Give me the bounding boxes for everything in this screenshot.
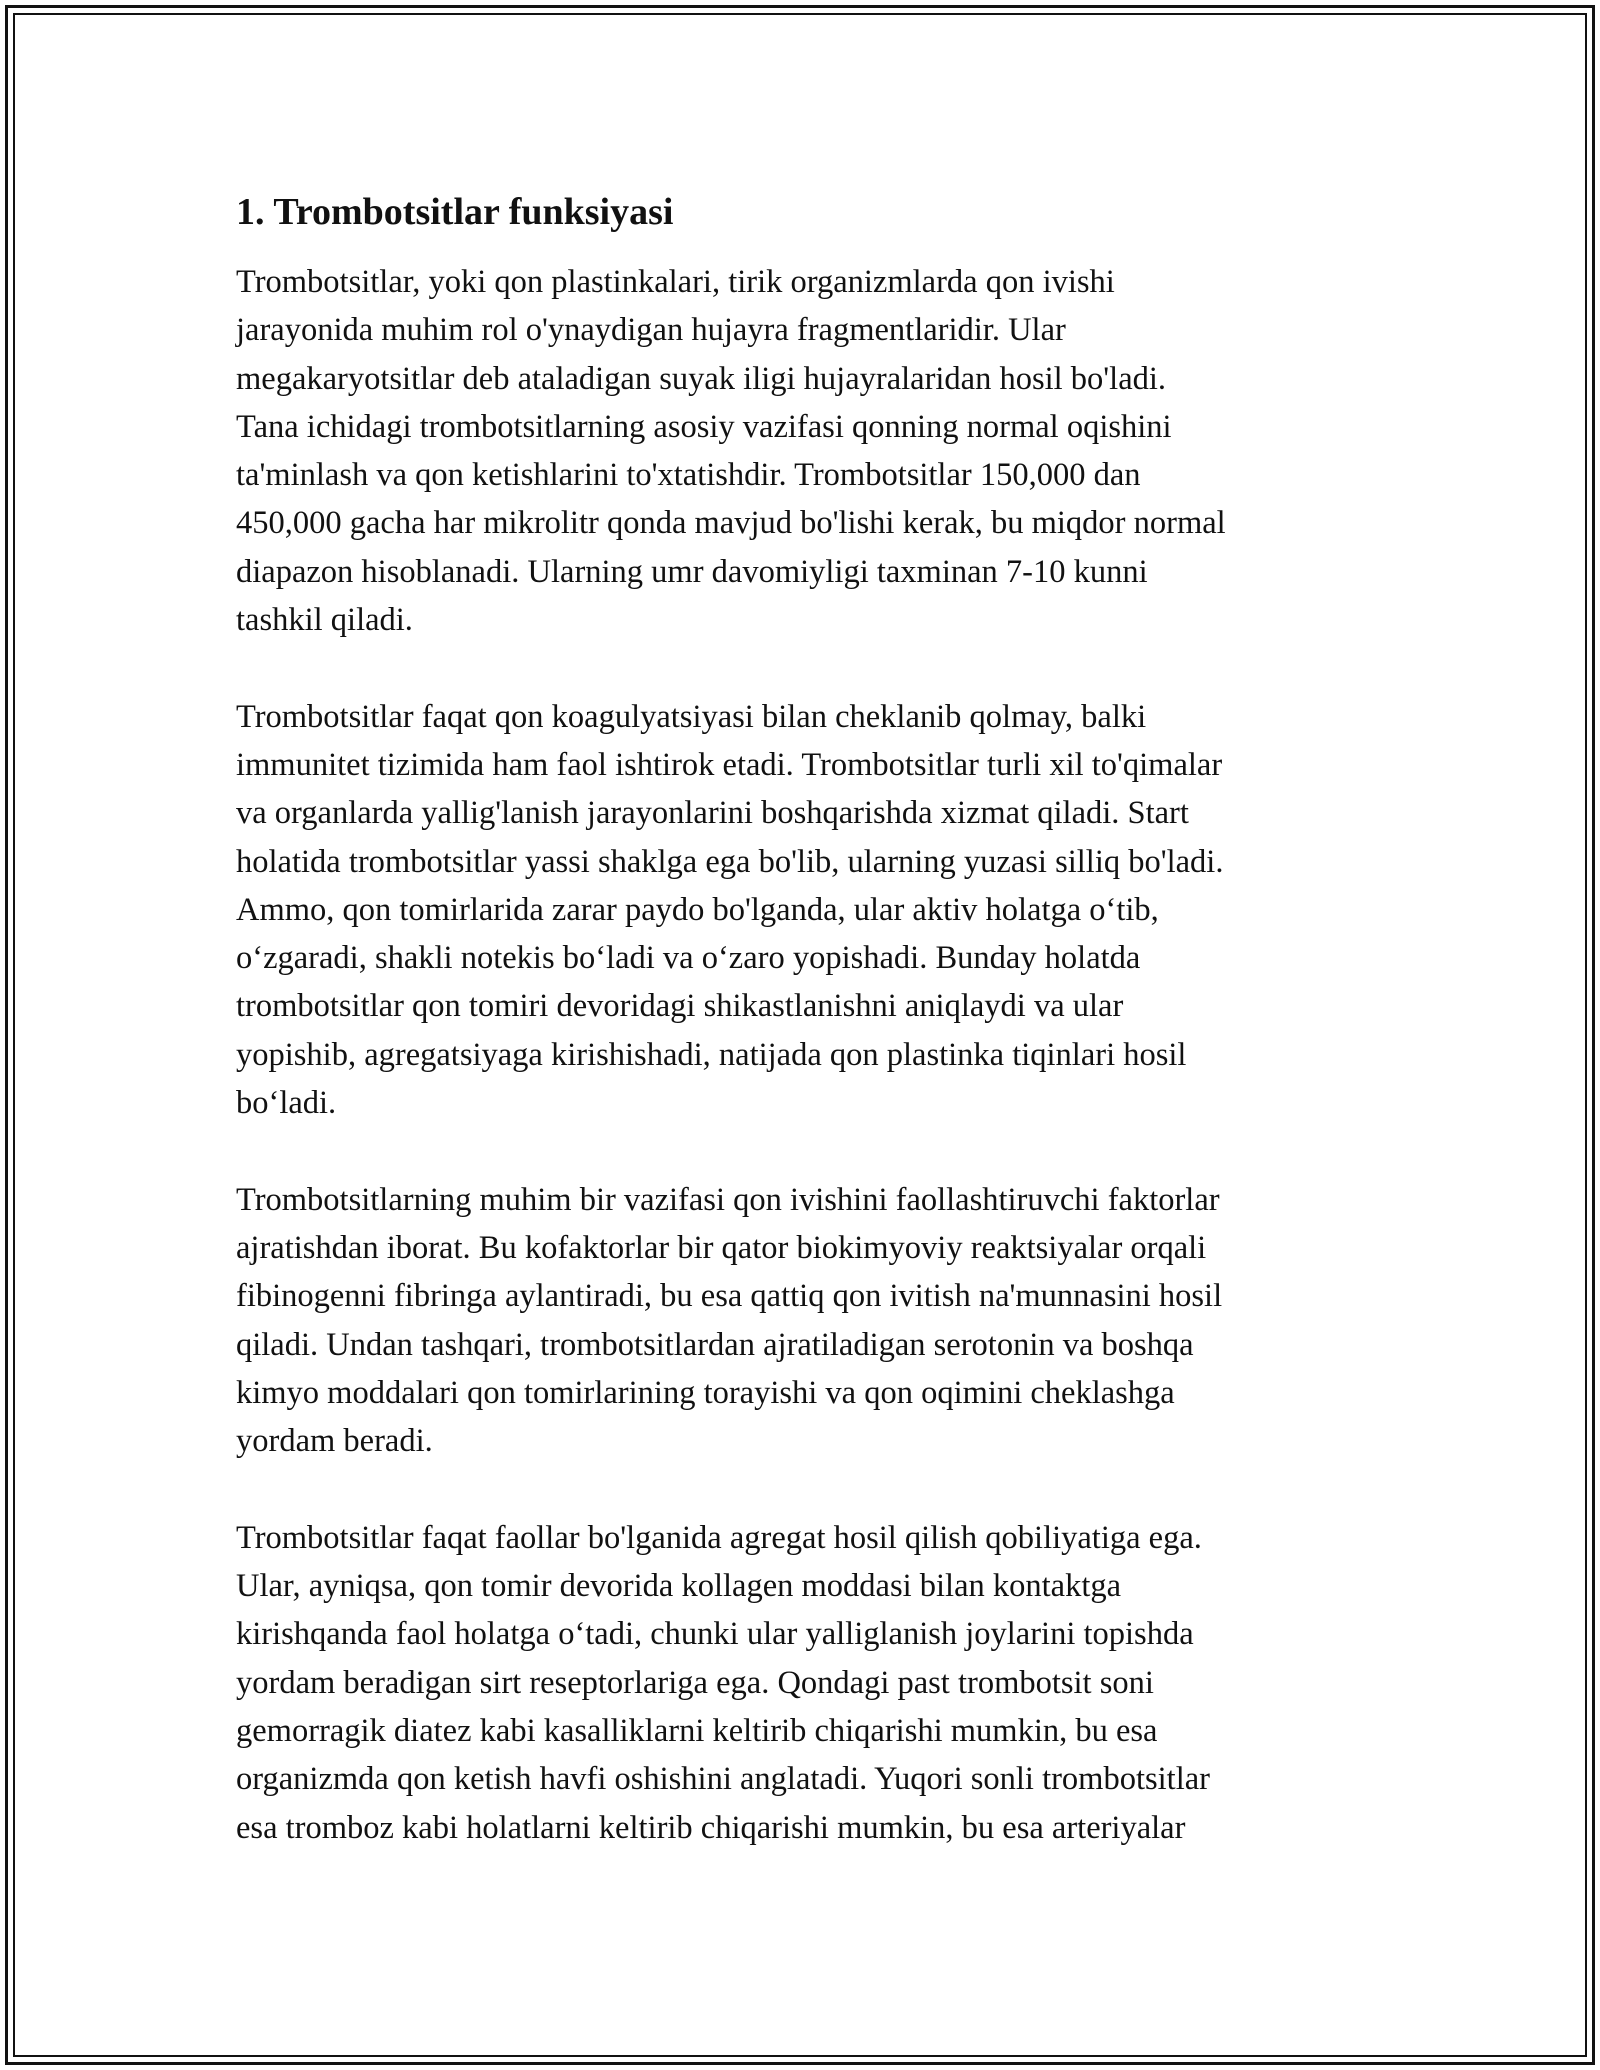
paragraph-4: Trombotsitlar faqat faollar bo'lganida agregat hosil qilish qobiliyatiga ega. Ular, ayniqsa, qon tomir devorida kollagen moddasi bilan kontaktga kirishqanda faol holatga o‘tadi, chunki ular yalliglanish joylarini topishda yordam beradigan sirt reseptorlariga ega. Qondagi past trombotsit soni gemorragik diatez kabi kasalliklarni keltirib chiqarishi mumkin, bu esa organizmda qon ketish havfi oshishini anglatadi. Yuqori sonli trombotsitlar esa tromboz kabi holatlarni keltirib chiqarishi mumkin, bu esa arteriyalar: [236, 1519, 1210, 1846]
section-heading: 1. Trombotsitlar funksiyasi: [236, 191, 674, 233]
paragraph-1: Trombotsitlar, yoki qon plastinkalari, tirik organizmlarda qon ivishi jarayonida muhim rol o'ynaydigan hujayra fragmentlaridir. Ular megakaryotsitlar deb ataladigan suyak iligi hujayralaridan hosil bo'ladi. Tana ichidagi trombotsitlarning asosiy vazifasi qonning normal oqishini ta'minlash va qon ketishlarini to'xtatishdir. Trombotsitlar 150,000 dan 450,000 gacha har mikrolitr qonda mavjud bo'lishi kerak, bu miqdor normal diapazon hisoblanadi. Ularning umr davomiyligi taxminan 7-10 kunni tashkil qiladi.: [236, 264, 1226, 639]
paragraph-2: Trombotsitlar faqat qon koagulyatsiyasi bilan cheklanib qolmay, balki immunitet tizimida ham faol ishtirok etadi. Trombotsitlar turli xil to'qimalar va organlarda yallig'lanish jarayonlarini boshqarishda xizmat qiladi. Start holatida trombotsitlar yassi shaklga ega bo'lib, ularning yuzasi silliq bo'ladi. Ammo, qon tomirlarida zarar paydo bo'lganda, ular aktiv holatga o‘tib, o‘zgaradi, shakli notekis bo‘ladi va o‘zaro yopishadi. Bunday holatda trombotsitlar qon tomiri devoridagi shikastlanishni aniqlaydi va ular yopishib, agregatsiyaga kirishishadi, natijada qon plastinka tiqinlari hosil bo‘ladi.: [236, 698, 1224, 1122]
paragraph-3: Trombotsitlarning muhim bir vazifasi qon ivishini faollashtiruvchi faktorlar ajratishdan iborat. Bu kofaktorlar bir qator biokimyoviy reaktsiyalar orqali fibinogenni fibringa aylantiradi, bu esa qattiq qon ivitish na'munnasini hosil qiladi. Undan tashqari, trombotsitlardan ajratiladigan serotonin va boshqa kimyo moddalari qon tomirlarining torayishi va qon oqimini cheklashga yordam beradi.: [236, 1181, 1223, 1460]
document-body: [236, 186, 1371, 1900]
